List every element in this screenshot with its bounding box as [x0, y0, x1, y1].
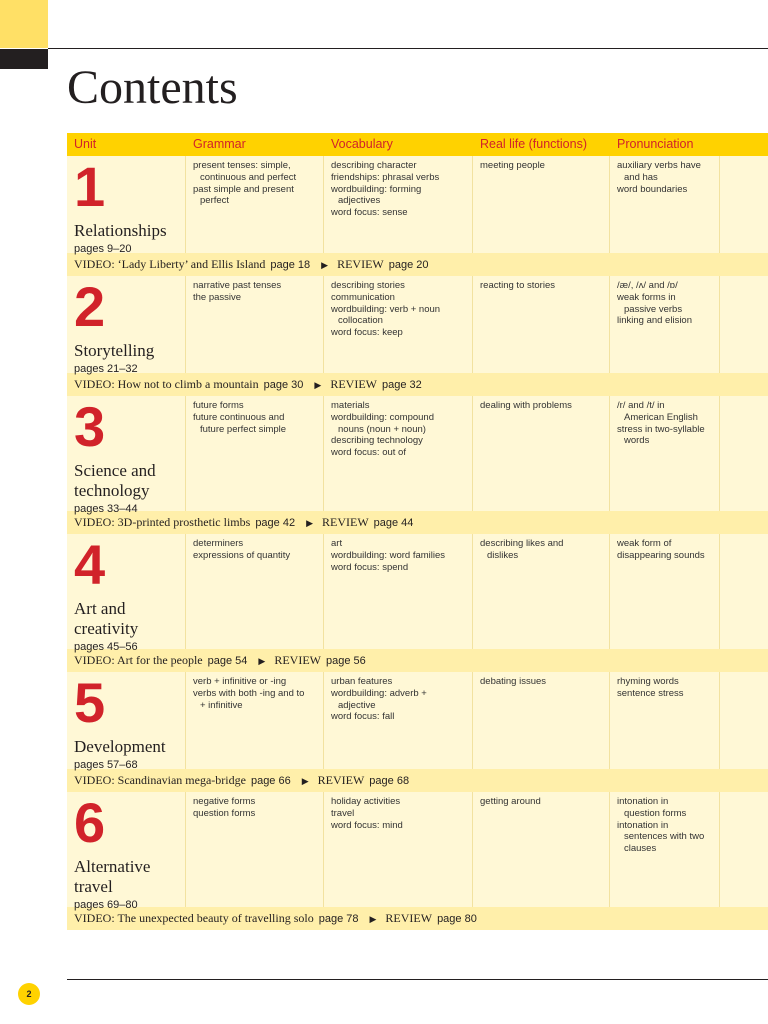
pronunciation-item: stress in two-syllable	[617, 423, 705, 435]
unit-row-2	[67, 276, 768, 373]
top-rule	[48, 48, 768, 49]
review-label: REVIEW	[330, 377, 377, 391]
unit-title-line: Science and	[74, 461, 156, 480]
unit-number: 6	[74, 791, 106, 854]
review-page: page 80	[437, 913, 477, 925]
vocabulary-cell	[324, 672, 473, 769]
reallife-item: debating issues	[480, 676, 547, 687]
unit-number: 1	[74, 155, 106, 218]
empty-cell	[720, 396, 768, 511]
reallife-item: reacting to stories	[480, 280, 555, 291]
unit-cell	[67, 533, 186, 653]
grammar-cell	[186, 672, 324, 769]
review-page: page 20	[388, 259, 429, 271]
unit-number: 3	[74, 395, 106, 458]
review-label: REVIEW	[274, 653, 321, 667]
empty-cell	[720, 672, 768, 769]
reallife-item: dealing with problems	[480, 400, 572, 411]
review-page: page 56	[325, 655, 366, 667]
grammar-item: perfect	[200, 195, 230, 207]
unit-cell	[67, 791, 186, 911]
empty-cell	[720, 276, 768, 373]
reallife-item: getting around	[480, 796, 541, 807]
unit-title-line: creativity	[74, 619, 139, 638]
play-arrow-icon: ▶	[301, 776, 309, 786]
pronunciation-item: weak form of	[617, 538, 672, 549]
vocabulary-item: art	[331, 538, 343, 549]
vocabulary-item: collocation	[338, 315, 383, 327]
header-unit: Unit	[74, 137, 97, 151]
pronunciation-item: weak forms in	[617, 291, 676, 303]
pronunciation-item: intonation in	[617, 819, 669, 831]
unit-pages: pages 45–56	[74, 641, 138, 653]
pronunciation-item: intonation in	[617, 796, 669, 807]
grammar-item: negative forms	[193, 796, 256, 807]
pronunciation-item: passive verbs	[624, 303, 683, 315]
vocabulary-item: word focus: fall	[331, 711, 395, 723]
vocabulary-item: adjectives	[338, 195, 381, 207]
corner-tab-yellow	[0, 0, 48, 48]
grammar-item: determiners	[193, 538, 244, 549]
vocabulary-item: wordbuilding: compound	[331, 411, 434, 423]
review-page: page 68	[369, 775, 410, 787]
grammar-item: past simple and present	[193, 183, 294, 195]
unit-title	[74, 221, 185, 241]
unit-number: 2	[74, 275, 106, 338]
grammar-item: present tenses: simple,	[193, 160, 291, 171]
pronunciation-item: words	[624, 435, 650, 447]
grammar-item: future continuous and	[193, 411, 285, 423]
vocabulary-item: describing stories	[331, 280, 405, 291]
reallife-item: dislikes	[487, 549, 519, 561]
table-header	[67, 133, 768, 156]
review-page: page 32	[381, 379, 422, 391]
unit-row-5	[67, 672, 768, 769]
real-life-cell	[473, 156, 610, 253]
pronunciation-item: word boundaries	[617, 183, 688, 195]
grammar-cell	[186, 534, 324, 649]
grammar-item: continuous and perfect	[200, 171, 297, 183]
vocabulary-cell	[324, 276, 473, 373]
pronunciation-cell	[610, 672, 720, 769]
empty-cell	[720, 792, 768, 907]
video-title: VIDEO: Scandinavian mega-bridge	[74, 773, 246, 787]
grammar-item: future perfect simple	[200, 423, 287, 435]
unit-cell	[67, 276, 186, 373]
review-label: REVIEW	[337, 257, 384, 271]
video-title: VIDEO: The unexpected beauty of travelling solo	[74, 911, 314, 925]
unit-title	[74, 857, 185, 897]
vocabulary-item: urban features	[331, 676, 393, 687]
pronunciation-item: disappearing sounds	[617, 549, 705, 561]
corner-tab-black	[0, 49, 48, 69]
video-page: page 42	[255, 517, 296, 529]
grammar-cell	[186, 792, 324, 907]
grammar-cell	[186, 276, 324, 373]
pronunciation-item: clauses	[624, 843, 657, 855]
unit-title	[74, 341, 185, 361]
unit-title-line: technology	[74, 481, 150, 500]
vocabulary-cell	[324, 792, 473, 907]
empty-cell	[720, 156, 768, 253]
unit-row-4	[67, 533, 768, 653]
pronunciation-item: auxiliary verbs have	[617, 160, 701, 171]
page-title: Contents	[67, 61, 238, 114]
reallife-item: describing likes and	[480, 538, 564, 549]
page-number: 2	[18, 983, 40, 1005]
pronunciation-item: /r/ and /t/ in	[617, 400, 665, 411]
vocabulary-item: adjective	[338, 699, 376, 711]
vocabulary-item: wordbuilding: verb + noun	[331, 303, 441, 315]
unit-pages: pages 69–80	[74, 899, 138, 911]
real-life-cell	[473, 276, 610, 373]
grammar-item: the passive	[193, 291, 242, 303]
vocabulary-item: word focus: keep	[331, 327, 403, 339]
grammar-item: narrative past tenses	[193, 280, 282, 291]
video-page: page 18	[270, 259, 311, 271]
video-title: VIDEO: How not to climb a mountain	[74, 377, 259, 391]
unit-number: 5	[74, 671, 106, 734]
unit-pages: pages 21–32	[74, 363, 138, 375]
vocabulary-item: describing technology	[331, 435, 423, 447]
video-title: VIDEO: ‘Lady Liberty’ and Ellis Island	[74, 257, 266, 271]
pronunciation-cell	[610, 534, 720, 649]
grammar-item: + infinitive	[200, 699, 243, 711]
unit-title-line: Art and	[74, 599, 126, 618]
pronunciation-item: /æ/, /ʌ/ and /ɒ/	[617, 280, 678, 291]
unit-cell	[67, 672, 186, 769]
pronunciation-item: sentence stress	[617, 687, 684, 699]
play-arrow-icon: ▶	[306, 518, 313, 528]
vocabulary-item: nouns (noun + noun)	[338, 423, 426, 435]
video-page: page 78	[318, 913, 359, 925]
vocabulary-item: word focus: sense	[331, 207, 408, 219]
play-arrow-icon: ▶	[258, 656, 266, 666]
vocabulary-cell	[324, 534, 473, 649]
unit-number: 4	[74, 533, 106, 596]
play-arrow-icon: ▶	[314, 380, 322, 390]
video-review-bar	[67, 769, 768, 792]
unit-pages: pages 57–68	[74, 759, 138, 771]
video-title: VIDEO: 3D-printed prosthetic limbs	[74, 515, 251, 529]
unit-title	[74, 461, 185, 501]
vocabulary-item: wordbuilding: forming	[331, 183, 422, 195]
video-page: page 30	[263, 379, 304, 391]
video-review-bar	[67, 373, 768, 396]
pronunciation-cell	[610, 156, 720, 253]
vocabulary-cell	[324, 396, 473, 511]
header-vocabulary: Vocabulary	[331, 137, 393, 151]
unit-title-line: Relationships	[74, 221, 167, 240]
grammar-item: verb + infinitive or -ing	[193, 676, 287, 687]
unit-row-3	[67, 395, 768, 515]
real-life-cell	[473, 792, 610, 907]
pronunciation-cell	[610, 792, 720, 907]
unit-title-line: Storytelling	[74, 341, 155, 360]
video-page: page 66	[250, 775, 291, 787]
reallife-item: meeting people	[480, 160, 545, 171]
grammar-cell	[186, 156, 324, 253]
vocabulary-item: holiday activities	[331, 796, 401, 807]
vocabulary-item: word focus: mind	[331, 819, 403, 831]
pronunciation-item: question forms	[624, 807, 687, 819]
pronunciation-item: linking and elision	[617, 315, 692, 327]
review-label: REVIEW	[385, 911, 433, 925]
unit-title	[74, 599, 185, 639]
unit-row-6	[67, 791, 768, 911]
grammar-cell	[186, 396, 324, 511]
pronunciation-item: rhyming words	[617, 676, 679, 687]
vocabulary-item: communication	[331, 291, 395, 303]
real-life-cell	[473, 396, 610, 511]
vocabulary-item: word focus: spend	[331, 561, 409, 573]
play-arrow-icon: ▶	[369, 914, 377, 924]
pronunciation-item: and has	[624, 171, 658, 183]
review-label: REVIEW	[322, 515, 369, 529]
bottom-rule	[67, 979, 768, 980]
pronunciation-cell	[610, 276, 720, 373]
header-real-life: Real life (functions)	[480, 137, 587, 151]
pronunciation-cell	[610, 396, 720, 511]
grammar-item: verbs with both -ing and to	[193, 687, 305, 699]
grammar-item: future forms	[193, 400, 244, 411]
unit-rows	[67, 156, 768, 930]
vocabulary-item: describing character	[331, 160, 417, 171]
pronunciation-item: sentences with two	[624, 831, 705, 843]
real-life-cell	[473, 534, 610, 649]
empty-cell	[720, 534, 768, 649]
contents-table	[67, 133, 768, 930]
vocabulary-item: wordbuilding: adverb +	[331, 687, 427, 699]
header-grammar: Grammar	[193, 137, 246, 151]
pronunciation-item: American English	[624, 411, 698, 423]
vocabulary-item: word focus: out of	[331, 447, 406, 459]
grammar-item: expressions of quantity	[193, 549, 291, 561]
video-review-bar	[67, 253, 768, 276]
review-label: REVIEW	[317, 773, 365, 787]
unit-cell	[67, 395, 186, 515]
unit-cell	[67, 156, 186, 253]
unit-title-line: Development	[74, 737, 166, 756]
unit-title-line: Alternative	[74, 857, 151, 876]
play-arrow-icon: ▶	[321, 260, 329, 270]
vocabulary-item: materials	[331, 400, 370, 411]
unit-pages: pages 33–44	[74, 503, 138, 515]
video-page: page 54	[207, 655, 248, 667]
header-pronunciation: Pronunciation	[617, 137, 694, 151]
vocabulary-item: wordbuilding: word families	[331, 549, 446, 561]
review-page: page 44	[373, 517, 414, 529]
vocabulary-item: travel	[331, 807, 355, 819]
unit-title	[74, 737, 185, 757]
unit-title-line: travel	[74, 877, 113, 896]
real-life-cell	[473, 672, 610, 769]
vocabulary-cell	[324, 156, 473, 253]
video-title: VIDEO: Art for the people	[74, 653, 203, 667]
unit-pages: pages 9–20	[74, 243, 132, 255]
grammar-item: question forms	[193, 807, 256, 819]
vocabulary-item: friendships: phrasal verbs	[331, 171, 440, 183]
unit-row-1	[67, 156, 768, 253]
